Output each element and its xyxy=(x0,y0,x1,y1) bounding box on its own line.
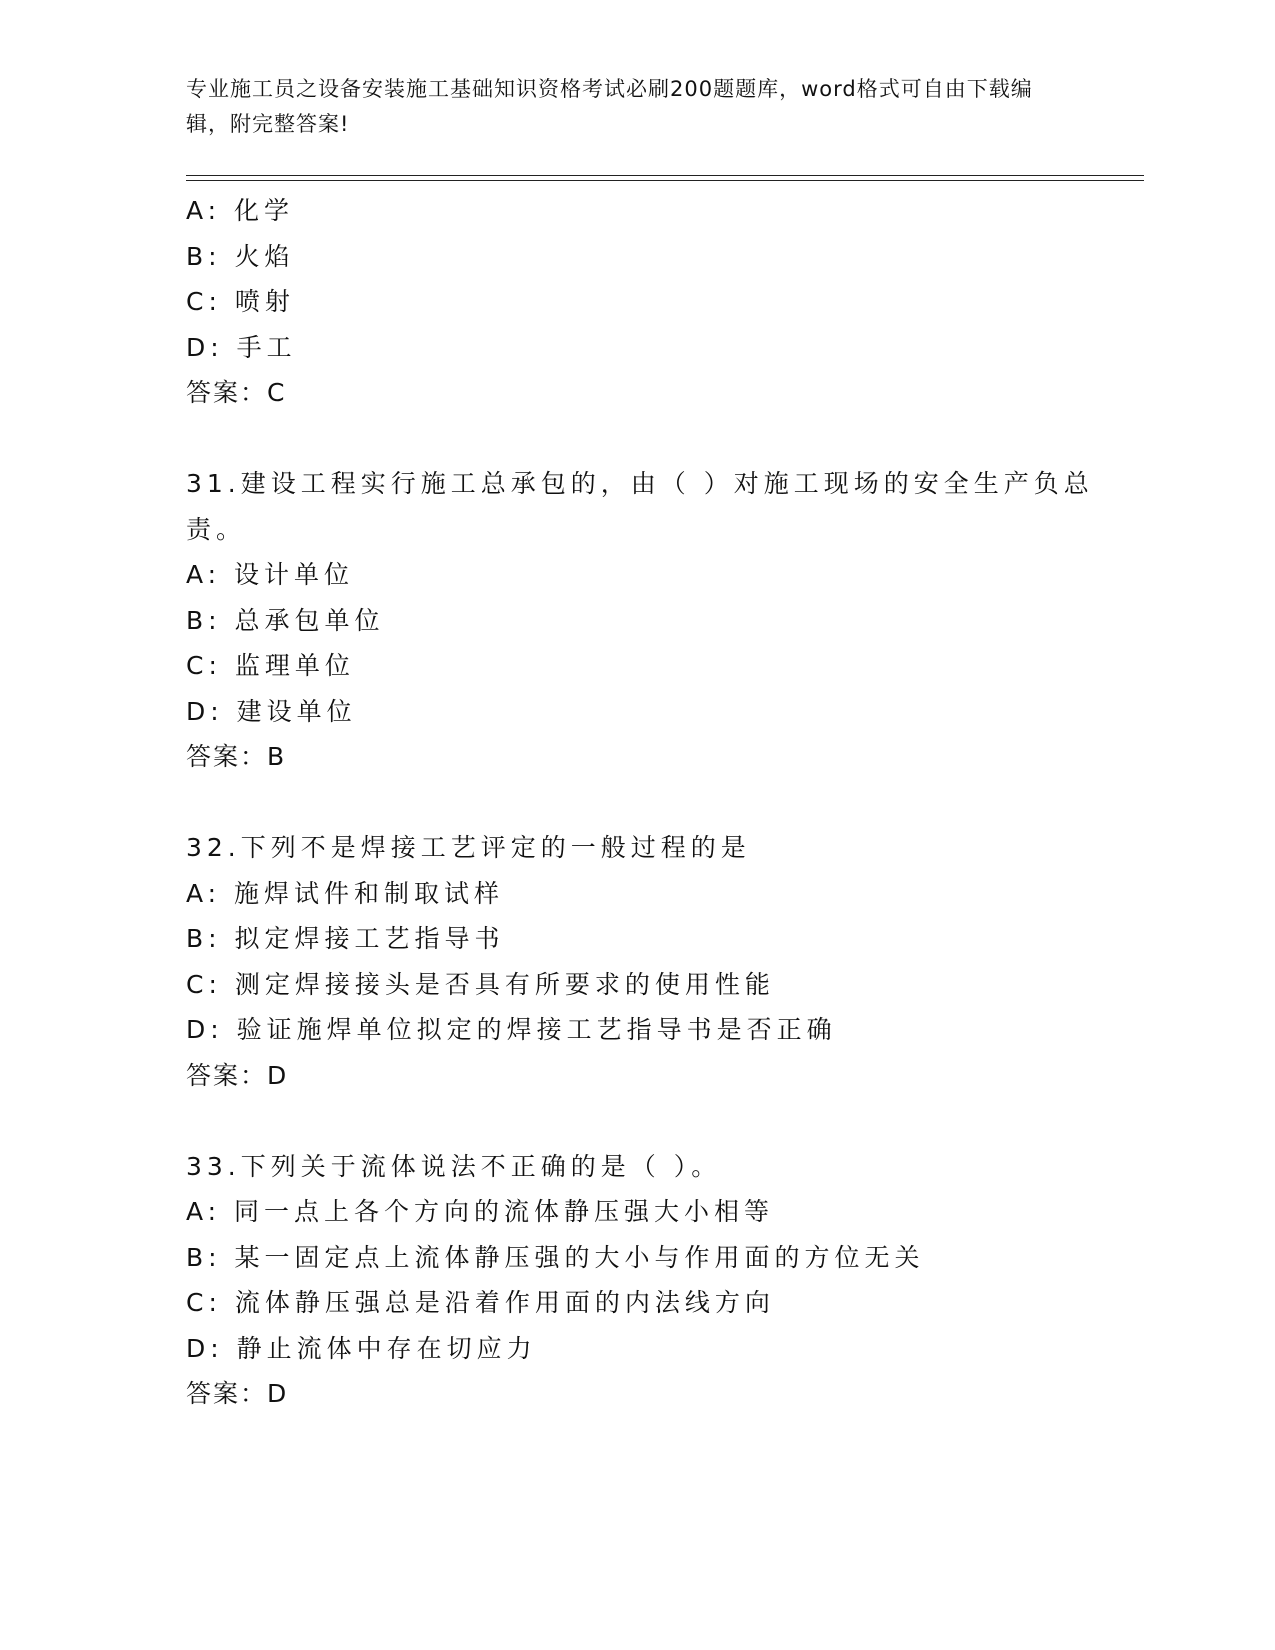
spacer xyxy=(186,416,1086,462)
option-c: C: 测定焊接接头是否具有所要求的使用性能 xyxy=(186,969,775,999)
answer-line: 答案：C xyxy=(186,378,287,407)
document-body xyxy=(186,188,1094,1417)
option-d: D: 静止流体中存在切应力 xyxy=(186,1333,537,1363)
document-header: 专业施工员之设备安装施工基础知识资格考试必刷200题题库，word格式可自由下载编辑，附完整答案! xyxy=(186,77,1033,136)
option-a: A: 同一点上各个方向的流体静压强大小相等 xyxy=(186,1197,775,1226)
option-b: B: 火焰 xyxy=(186,241,295,271)
question-33 xyxy=(186,1144,1086,1417)
answer-line: 答案：B xyxy=(186,742,287,771)
option-d: D: 建设单位 xyxy=(186,696,357,726)
option-a: A: 设计单位 xyxy=(186,560,355,589)
option-d: D: 验证施焊单位拟定的焊接工艺指导书是否正确 xyxy=(186,1015,837,1044)
spacer xyxy=(186,1098,1086,1144)
question-30-continued xyxy=(186,188,1086,416)
question-text: 31.建设工程实行施工总承包的，由（ ）对施工现场的安全生产负总 xyxy=(186,469,1094,498)
spacer xyxy=(186,780,1086,826)
answer-line: 答案：D xyxy=(186,1379,289,1408)
question-text-continued: 责。 xyxy=(186,514,247,544)
header-divider-top xyxy=(186,175,1144,176)
option-b: B: 总承包单位 xyxy=(186,605,385,635)
option-c: C: 监理单位 xyxy=(186,651,355,680)
header-divider-bottom xyxy=(186,180,1144,181)
question-text: 32.下列不是焊接工艺评定的一般过程的是 xyxy=(186,833,751,862)
option-c: C: 流体静压强总是沿着作用面的内法线方向 xyxy=(186,1288,775,1317)
option-c: C: 喷射 xyxy=(186,287,295,316)
question-31 xyxy=(186,461,1094,780)
answer-line: 答案：D xyxy=(186,1060,289,1090)
question-text: 33.下列关于流体说法不正确的是（ ）。 xyxy=(186,1151,722,1181)
option-b: B: 某一固定点上流体静压强的大小与作用面的方位无关 xyxy=(186,1242,925,1272)
option-a: A: 化学 xyxy=(186,196,295,225)
question-32 xyxy=(186,825,1086,1098)
option-a: A: 施焊试件和制取试样 xyxy=(186,878,505,908)
option-b: B: 拟定焊接工艺指导书 xyxy=(186,924,505,953)
option-d: D: 手工 xyxy=(186,332,297,362)
